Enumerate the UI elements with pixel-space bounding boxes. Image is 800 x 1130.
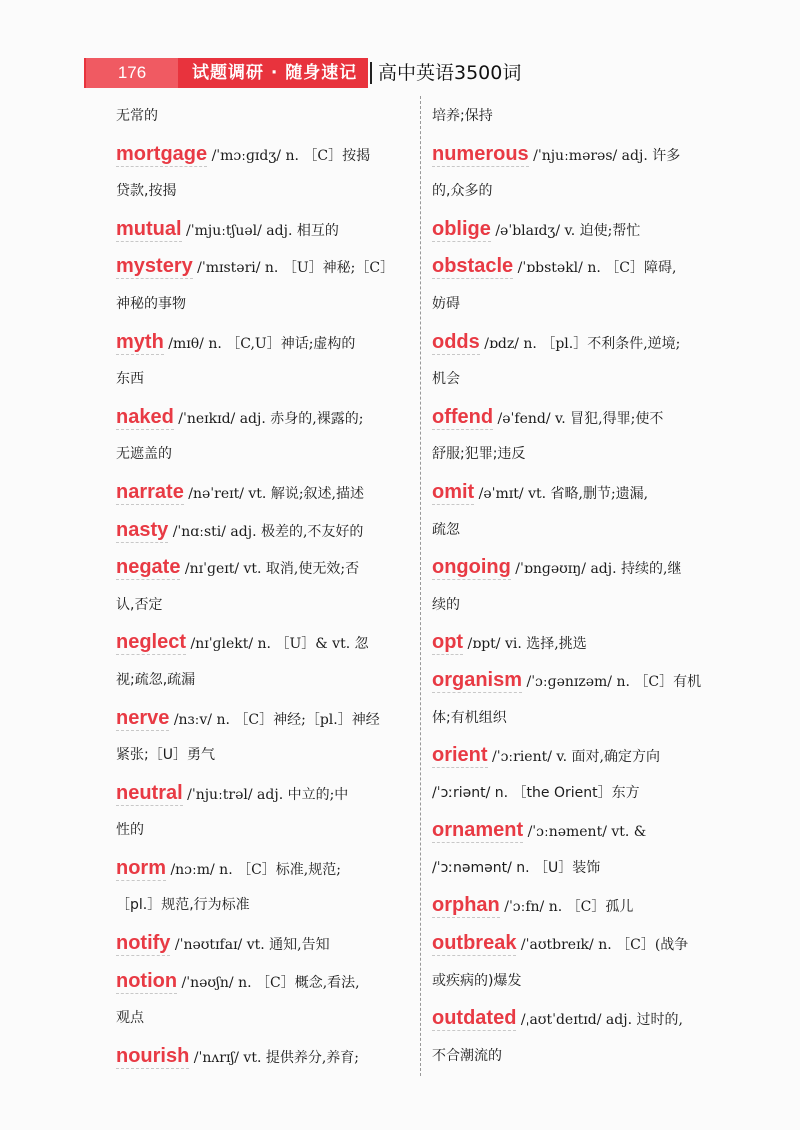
entry-line [432,474,726,512]
headword: myth [116,330,164,353]
entry-line [432,925,726,963]
definition-continuation: 疏忽 [432,521,460,538]
continuation-line [432,286,726,324]
definition-continuation: 不合潮流的 [432,1047,502,1064]
entry-line [432,662,726,700]
entry-line [116,248,410,286]
headword: oblige [432,217,491,240]
entry-definition: /ˈmɔːɡɪdʒ/ n. ［C］按揭 [207,147,371,164]
definition-continuation: 的,众多的 [432,183,493,200]
entry-definition: /nəˈreɪt/ vt. 解说;叙述,描述 [183,485,364,502]
definition-continuation: 机会 [432,371,460,388]
headword: neglect [116,631,187,654]
definition-continuation: 东西 [116,371,144,388]
continuation-line [116,1000,410,1038]
entry-line [116,324,410,362]
entry-line [116,136,410,174]
definition-continuation: 舒服;犯罪;违反 [432,446,526,463]
entry-definition: /əˈmɪt/ vt. 省略,删节;遗漏, [474,485,649,502]
entry-line [116,549,410,587]
entry-definition: /ˈɔːrient/ v. 面对,确定方向 [487,749,660,766]
continuation-line [432,436,726,474]
headword: omit [432,480,475,503]
headword: narrate [116,480,184,503]
definition-continuation: 贷款,按揭 [116,183,177,200]
entry-definition: /ˈneɪkɪd/ adj. 赤身的,裸露的; [173,410,364,427]
entry-line [116,399,410,437]
headword: mystery [116,255,193,278]
entry-line [116,775,410,813]
entry-line [432,887,726,925]
headword: odds [432,330,480,353]
entry-definition: /əˈfend/ v. 冒犯,得罪;使不 [493,410,664,427]
continuation-line [432,361,726,399]
continuation-line [432,963,726,1001]
continuation-line [116,286,410,324]
headword: norm [116,856,166,879]
entry-definition: /ˈɔːɡənɪzəm/ n. ［C］有机 [522,673,702,690]
entry-definition: /ˈɔːnəment/ vt. & [523,824,647,841]
continuation-line [432,1038,726,1076]
entry-definition: /nɜːv/ n. ［C］神经;［pl.］神经 [169,711,380,728]
headword: mortgage [116,142,208,165]
definition-continuation: 续的 [432,596,460,613]
header-separator [370,62,372,84]
continuation-line [116,98,410,136]
entry-definition: /ɒdz/ n. ［pl.］不利条件,逆境; [479,335,681,352]
headword: naked [116,405,174,428]
definition-continuation: 培养;保持 [432,108,493,124]
continuation-line [116,887,410,925]
page-number: 176 [86,58,178,88]
definition-continuation: 或疾病的)爆发 [432,972,522,989]
entry-definition: /ˈaʊtbreɪk/ n. ［C］(战争 [516,937,689,954]
headword: negate [116,556,181,579]
entry-line [432,624,726,662]
entry-definition: /ˈnɑːsti/ adj. 极差的,不友好的 [168,523,364,540]
definition-continuation: 无常的 [116,108,158,124]
continuation-line [116,812,410,850]
headword: obstacle [432,255,514,278]
continuation-line [432,512,726,550]
left-column [116,98,410,1075]
entry-line [116,850,410,888]
continuation-line [116,737,410,775]
headword: neutral [116,781,183,804]
entry-definition: /ˈmjuːtʃuəl/ adj. 相互的 [181,222,339,239]
headword: nourish [116,1044,190,1067]
entry-definition: /ˈnʌrɪʃ/ vt. 提供养分,养育; [189,1049,360,1066]
entry-line [432,248,726,286]
headword: organism [432,668,523,691]
entry-definition: /ˈɒnɡəʊɪŋ/ adj. 持续的,继 [510,561,682,578]
continuation-line [116,662,410,700]
continuation-line [432,173,726,211]
entry-definition: /nɪˈɡeɪt/ vt. 取消,使无效;否 [180,561,360,578]
column-divider [420,96,421,1076]
definition-continuation: 观点 [116,1010,144,1027]
page-header [0,58,800,92]
entry-line [116,211,410,249]
headword: outbreak [432,932,517,955]
right-column [432,98,726,1075]
continuation-line [432,587,726,625]
definition-continuation: 性的 [116,822,144,839]
entry-line [116,1038,410,1076]
entry-definition: /ˈnəʊtɪfaɪ/ vt. 通知,告知 [170,937,330,954]
entry-definition: /mɪθ/ n. ［C,U］神话;虚构的 [163,335,356,352]
entry-definition: /nɔːm/ n. ［C］标准,规范; [166,861,341,878]
definition-continuation: 妨碍 [432,295,460,312]
book-title: 高中英语3500词 [378,62,522,84]
entry-definition: /ˈɔːfn/ n. ［C］孤儿 [499,899,634,916]
headword: offend [432,405,494,428]
entry-line [432,399,726,437]
headword: numerous [432,142,529,165]
entry-definition: /ˈnəʊʃn/ n. ［C］概念,看法, [177,974,360,991]
entry-line [116,474,410,512]
continuation-line [432,98,726,136]
definition-continuation: /ˈɔːriənt/ n. ［the Orient］东方 [432,784,640,801]
headword: orient [432,744,488,767]
definition-continuation: 无遮盖的 [116,446,172,463]
continuation-line [116,173,410,211]
continuation-line [116,361,410,399]
continuation-line [432,700,726,738]
entry-definition: /əˈblaɪdʒ/ v. 迫使;帮忙 [490,222,641,239]
entry-definition: /ˈɒbstəkl/ n. ［C］障碍, [513,260,677,277]
headword: opt [432,631,464,654]
headword: ongoing [432,556,511,579]
entry-definition: /ˌaʊtˈdeɪtɪd/ adj. 过时的, [516,1012,683,1029]
definition-continuation: /ˈɔːnəmənt/ n. ［U］装饰 [432,859,601,876]
headword: notion [116,969,178,992]
continuation-line [432,775,726,813]
entry-line [116,925,410,963]
definition-continuation: 体;有机组织 [432,709,507,726]
headword: outdated [432,1007,517,1030]
entry-line [432,324,726,362]
definition-continuation: 认,否定 [116,596,163,613]
headword: notify [116,932,171,955]
series-title: 试题调研 · 随身速记 [192,63,358,83]
entry-line [116,512,410,550]
headword: nerve [116,706,170,729]
definition-continuation: ［pl.］规范,行为标准 [116,897,250,914]
continuation-line [116,587,410,625]
headword: nasty [116,518,169,541]
headword: ornament [432,819,524,842]
entry-line [116,700,410,738]
continuation-line [116,436,410,474]
entry-line [432,136,726,174]
entry-line [432,211,726,249]
headword: mutual [116,217,182,240]
entry-definition: /ˈnjuːtrəl/ adj. 中立的;中 [182,786,349,803]
definition-continuation: 视;疏忽,疏漏 [116,671,196,688]
entry-line [116,963,410,1001]
continuation-line [432,850,726,888]
entry-definition: /ɒpt/ vi. 选择,挑选 [463,636,587,653]
entry-definition: /ˈnjuːmərəs/ adj. 许多 [528,147,681,164]
entry-line [432,737,726,775]
entry-definition: /ˈmɪstəri/ n. ［U］神秘;［C］ [192,260,395,277]
definition-continuation: 神秘的事物 [116,295,186,312]
definition-continuation: 紧张;［U］勇气 [116,747,215,764]
entry-line [116,624,410,662]
entry-line [432,812,726,850]
entry-definition: /nɪˈɡlekt/ n. ［U］& vt. 忽 [186,636,369,653]
headword: orphan [432,894,500,917]
entry-line [432,549,726,587]
entry-line [432,1000,726,1038]
